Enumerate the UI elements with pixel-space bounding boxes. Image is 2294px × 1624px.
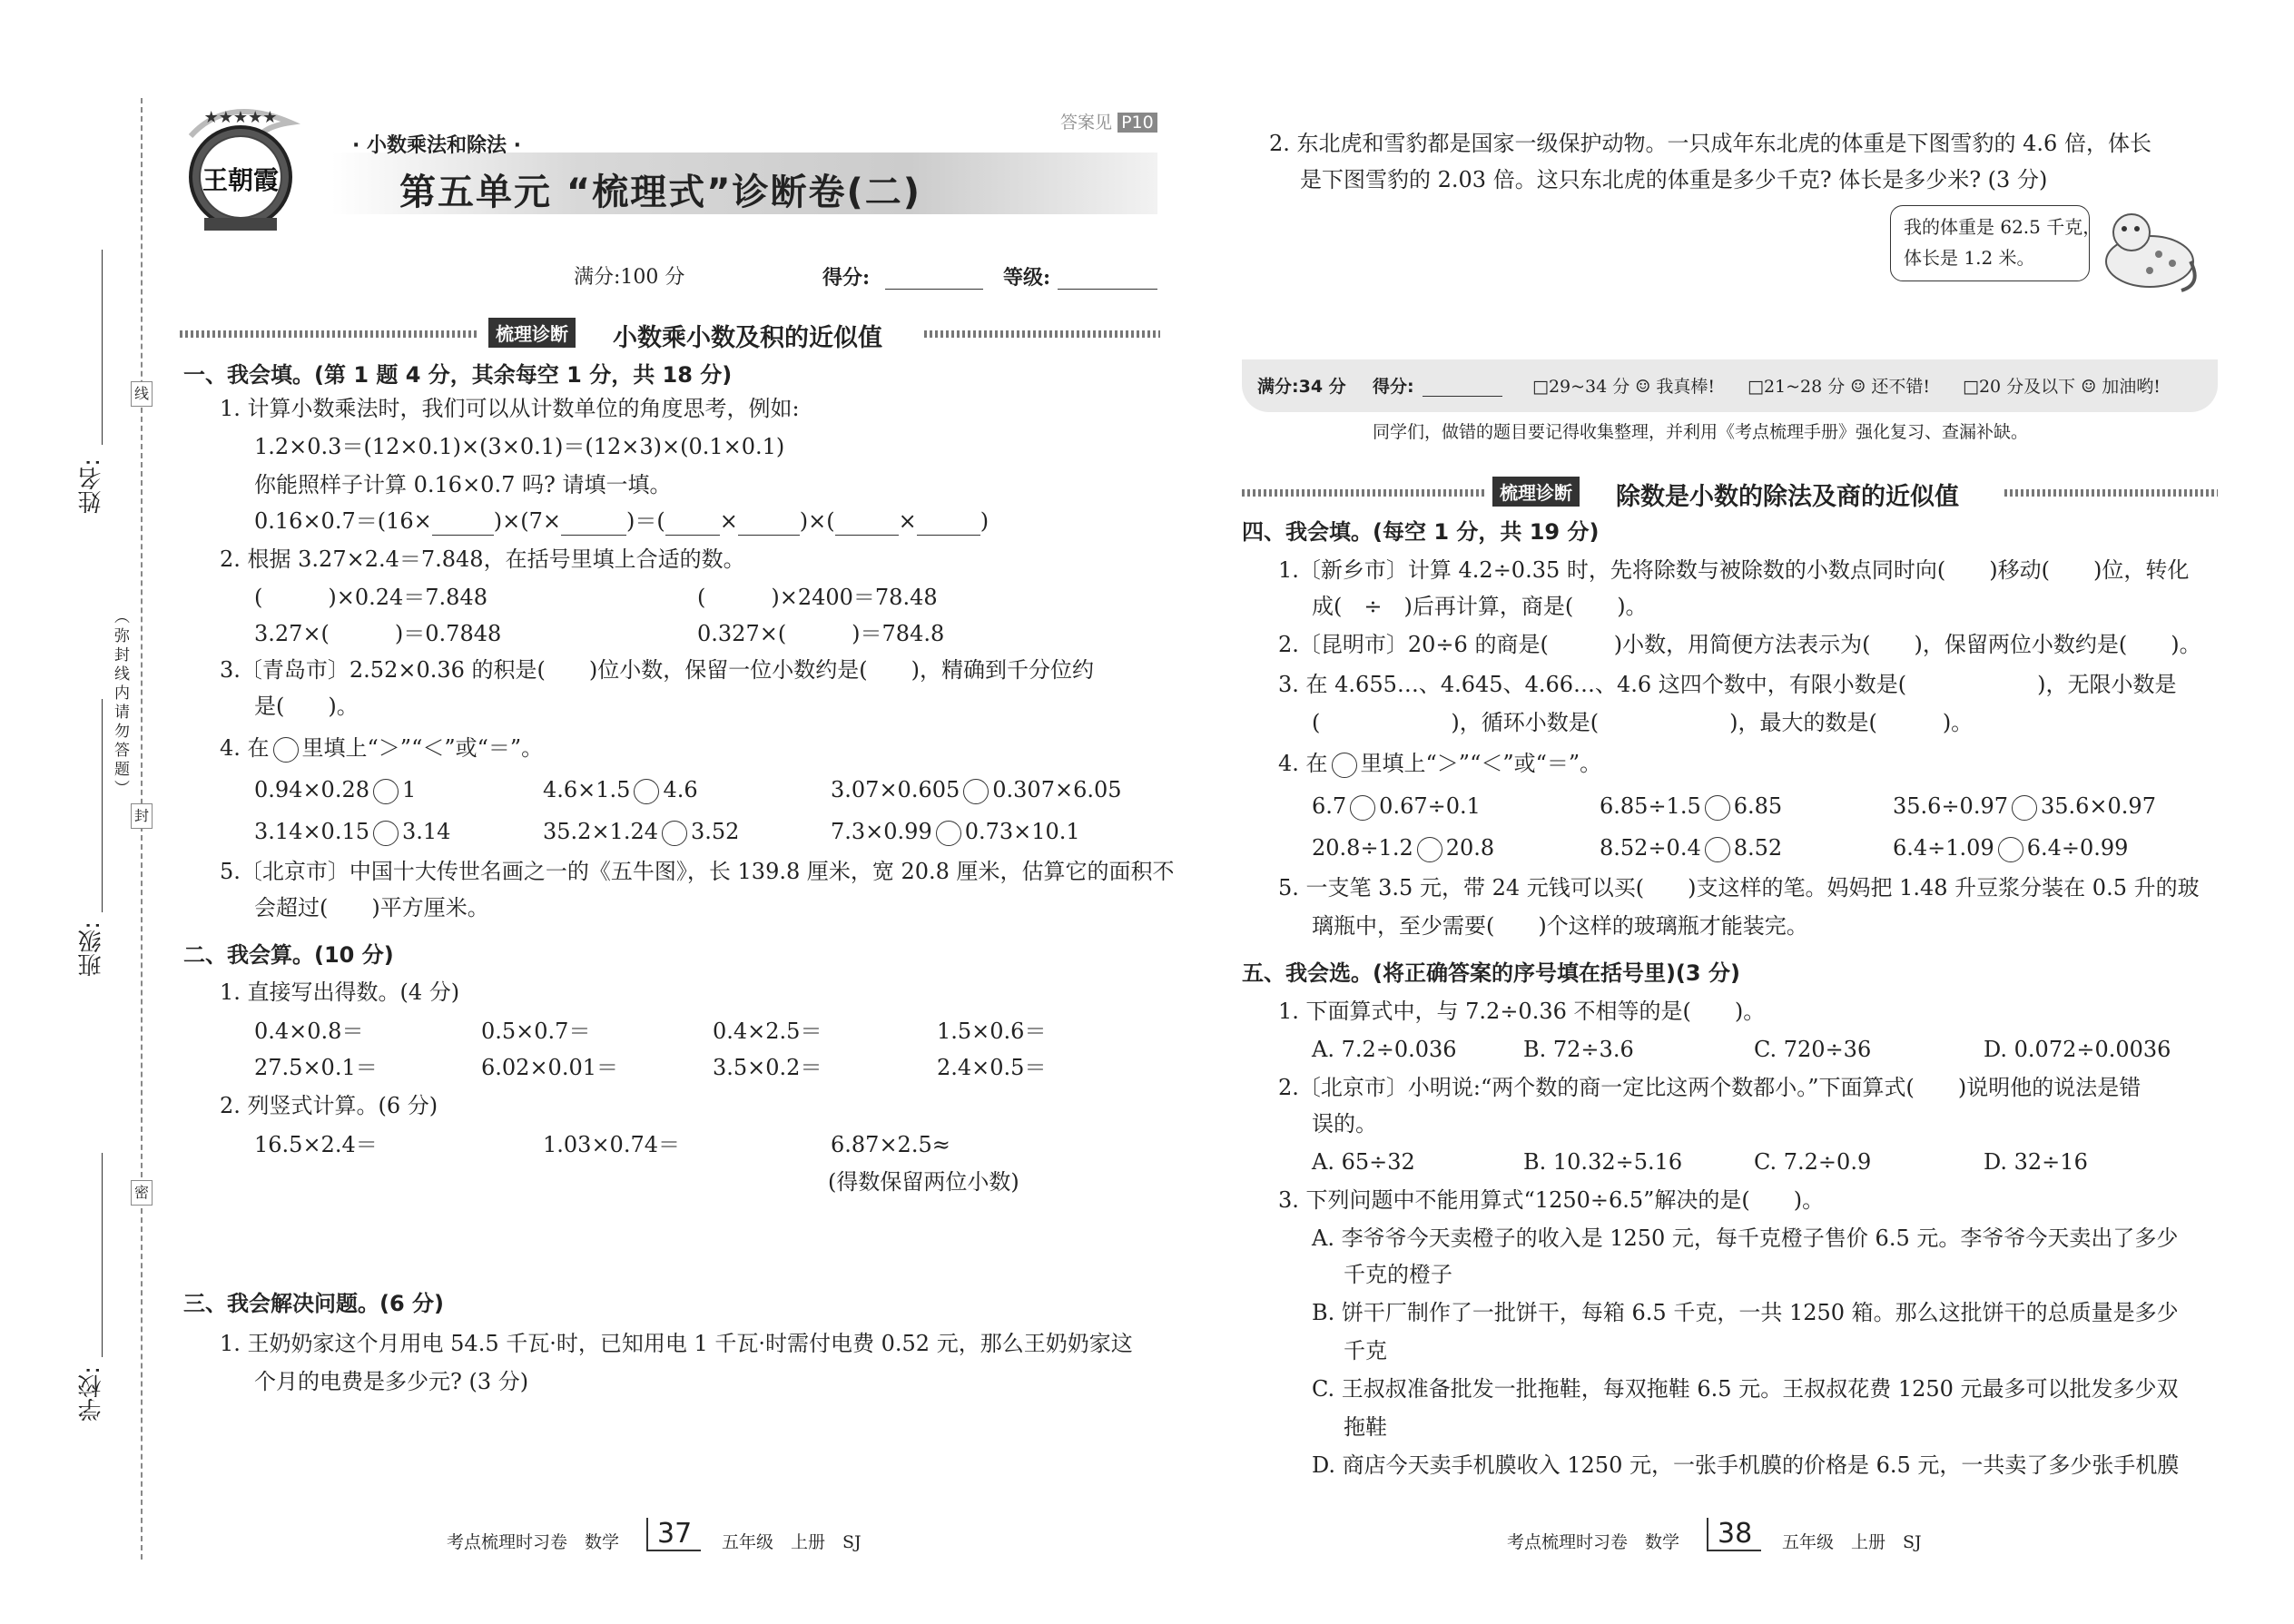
- blank[interactable]: [561, 511, 626, 536]
- compare-circle-icon[interactable]: [936, 821, 961, 846]
- seal-mark-secret: 密: [131, 1180, 153, 1206]
- class-label: 班级:: [78, 921, 105, 977]
- level-option[interactable]: □29~34 分 ☺ 我真棒!: [1532, 377, 1716, 397]
- fill-item[interactable]: 3.27×( )＝0.7848: [254, 621, 502, 646]
- compare-circle-icon[interactable]: [1998, 837, 2023, 862]
- footer-grade: 五年级 上册 SJ: [1782, 1532, 1922, 1552]
- question-text: 个月的电费是多少元? (3 分): [254, 1369, 529, 1394]
- choice-option[interactable]: D. 32÷16: [1984, 1149, 2088, 1175]
- choice-option[interactable]: A. 李爷爷今天卖橙子的收入是 1250 元，每千克橙子售价 6.5 元。李爷爷今天卖出了多少: [1312, 1225, 2179, 1251]
- school-field[interactable]: [102, 1153, 103, 1357]
- compare-circle-icon[interactable]: [662, 821, 687, 846]
- blank[interactable]: [432, 511, 494, 536]
- score-got: 得分:: [1373, 377, 1414, 397]
- compare-circle-icon[interactable]: [1705, 837, 1730, 862]
- question-heading: 四、我会填。(每空 1 分，共 19 分): [1242, 519, 1600, 545]
- blank[interactable]: [917, 511, 980, 536]
- svg-text:王朝霞: 王朝霞: [202, 165, 280, 195]
- section-tag: 梳理诊断: [1492, 477, 1580, 507]
- grade-field[interactable]: [1058, 289, 1157, 290]
- compare-item[interactable]: 4.6×1.5 4.6: [543, 777, 698, 802]
- calc-item[interactable]: 3.5×0.2＝: [713, 1055, 822, 1080]
- question-text: 2. 东北虎和雪豹都是国家一级保护动物。一只成年东北虎的体重是下图雪豹的 4.6 倍，体长: [1269, 131, 2151, 156]
- calc-item[interactable]: 27.5×0.1＝: [254, 1055, 378, 1080]
- section-title: 小数乘小数及积的近似值: [613, 324, 882, 352]
- compare-circle-icon[interactable]: [2012, 795, 2037, 821]
- grade-label: 等级:: [1003, 266, 1051, 290]
- page-title: 第五单元 “梳理式”诊断卷(二): [399, 172, 922, 213]
- compare-circle-icon[interactable]: [1350, 795, 1375, 821]
- seal-mark-seal: 封: [131, 803, 153, 829]
- question-text: 5.〔北京市〕中国十大传世名画之一的《五牛图》，长 139.8 厘米，宽 20.8 厘米，估算它的面积不: [220, 859, 1175, 884]
- question-text: 是下图雪豹的 2.03 倍。这只东北虎的体重是多少千克? 体长是多少米? (3 分): [1300, 167, 2048, 192]
- footer-book: 考点梳理时习卷 数学: [447, 1532, 620, 1552]
- compare-item[interactable]: 6.7 0.67÷0.1: [1312, 793, 1481, 819]
- calc-item[interactable]: 1.5×0.6＝: [937, 1019, 1047, 1044]
- answer-ref: 答案见 P10: [1060, 109, 1157, 133]
- question-text[interactable]: 1.〔新乡市〕计算 4.2÷0.35 时，先将除数与被除数的小数点同时向( )移动( )位，转化: [1278, 557, 2190, 583]
- class-field[interactable]: [102, 699, 103, 912]
- compare-item[interactable]: 6.4÷1.09 6.4÷0.99: [1893, 835, 2129, 861]
- vertical-calc[interactable]: 16.5×2.4＝: [254, 1132, 378, 1157]
- question-text: 4. 在 里填上“＞”“＜”或“＝”。: [220, 735, 544, 761]
- fill-item[interactable]: ( )×0.24＝7.848: [254, 585, 487, 610]
- fill-item[interactable]: 0.327×( )＝784.8: [697, 621, 945, 646]
- score-field[interactable]: [1423, 396, 1502, 397]
- question-text: 你能照样子计算 0.16×0.7 吗? 请填一填。: [254, 472, 672, 497]
- page-number: 37: [646, 1518, 701, 1551]
- footer-grade: 五年级 上册 SJ: [722, 1532, 861, 1552]
- subject-tag: · 小数乘法和除法 ·: [352, 134, 522, 157]
- seal-mark-line: 线: [131, 381, 153, 407]
- question-text[interactable]: 5. 一支笔 3.5 元，带 24 元钱可以买( )支这样的笔。妈妈把 1.48 升豆浆分装在 0.5 升的玻: [1278, 875, 2200, 901]
- compare-item[interactable]: 0.94×0.28 1: [254, 777, 417, 802]
- question-text: 2. 根据 3.27×2.4＝7.848，在括号里填上合适的数。: [220, 546, 745, 572]
- blank[interactable]: [738, 511, 800, 536]
- choice-option[interactable]: D. 0.072÷0.0036: [1984, 1037, 2171, 1062]
- snow-leopard-image: [2095, 198, 2204, 298]
- fill-line: 0.16×0.7＝(16× )×(7× )＝( × )×( × ): [254, 508, 989, 534]
- question-heading: 一、我会填。(第 1 题 4 分，其余每空 1 分，共 18 分): [183, 362, 733, 388]
- compare-item[interactable]: 6.85÷1.5 6.85: [1600, 793, 1783, 819]
- note-text: (得数保留两位小数): [828, 1169, 1019, 1195]
- question-text[interactable]: 2.〔北京市〕小明说:“两个数的商一定比这两个数都小。”下面算式( )说明他的说法是错: [1278, 1075, 2141, 1100]
- compare-item[interactable]: 20.8÷1.2 20.8: [1312, 835, 1495, 861]
- compare-circle-icon: [273, 737, 299, 763]
- vertical-calc[interactable]: 6.87×2.5≈: [831, 1132, 950, 1157]
- note-text: 同学们，做错的题目要记得收集整理，并利用《考点梳理手册》强化复习、查漏补缺。: [1373, 422, 2029, 442]
- blank[interactable]: [665, 511, 720, 536]
- name-label: 姓名:: [78, 458, 105, 514]
- compare-circle-icon[interactable]: [373, 779, 399, 804]
- question-heading: 五、我会选。(将正确答案的序号填在括号里)(3 分): [1242, 960, 1740, 986]
- level-option[interactable]: □21~28 分 ☺ 还不错!: [1748, 377, 1931, 397]
- score-field[interactable]: [885, 289, 983, 290]
- example-text: 1.2×0.3＝(12×0.1)×(3×0.1)＝(12×3)×(0.1×0.1): [254, 434, 785, 459]
- question-text[interactable]: 是( )。: [254, 694, 359, 719]
- question-text[interactable]: 2.〔昆明市〕20÷6 的商是( )小数，用简便方法表示为( )，保留两位小数约是( )。: [1278, 632, 2201, 657]
- compare-item[interactable]: 3.14×0.15 3.14: [254, 819, 451, 844]
- level-option[interactable]: □20 分及以下 ☺ 加油哟!: [1963, 377, 2161, 397]
- question-text: 4. 在 里填上“＞”“＜”或“＝”。: [1278, 751, 1602, 776]
- choice-option[interactable]: C. 720÷36: [1754, 1037, 1872, 1062]
- choice-option[interactable]: C. 7.2÷0.9: [1754, 1149, 1872, 1175]
- question-text[interactable]: 成( ÷ )后再计算，商是( )。: [1312, 594, 1648, 619]
- question-text[interactable]: 3. 在 4.655…、4.645、4.66…、4.6 这四个数中，有限小数是( )，无限小数是: [1278, 672, 2177, 697]
- question-heading: 三、我会解决问题。(6 分): [183, 1291, 444, 1316]
- choice-option[interactable]: B. 72÷3.6: [1523, 1037, 1634, 1062]
- compare-item[interactable]: 8.52÷0.4 8.52: [1600, 835, 1783, 861]
- question-text[interactable]: 璃瓶中，至少需要( )个这样的玻璃瓶才能装完。: [1312, 913, 1808, 939]
- question-text[interactable]: 1. 下面算式中，与 7.2÷0.36 不相等的是( )。: [1278, 999, 1766, 1024]
- question-text[interactable]: 3. 下列问题中不能用算式“1250÷6.5”解决的是( )。: [1278, 1187, 1825, 1213]
- seal-note: （弥封线内请勿答题）: [111, 608, 129, 799]
- brand-logo: [172, 100, 309, 236]
- question-text[interactable]: 会超过( )平方厘米。: [254, 895, 489, 920]
- compare-circle-icon[interactable]: [373, 821, 399, 846]
- calc-item[interactable]: 0.4×2.5＝: [713, 1019, 822, 1044]
- fill-item[interactable]: ( )×2400＝78.48: [697, 585, 938, 610]
- blank[interactable]: [835, 511, 899, 536]
- calc-item[interactable]: 0.4×0.8＝: [254, 1019, 364, 1044]
- choice-option[interactable]: B. 饼干厂制作了一批饼干，每箱 6.5 千克，一共 1250 箱。那么这批饼干的总质量是多少: [1312, 1300, 2179, 1325]
- section-tag: 梳理诊断: [488, 318, 576, 348]
- score-full: 满分:34 分: [1257, 377, 1346, 397]
- question-text: 1. 计算小数乘法时，我们可以从计数单位的角度思考，例如:: [220, 396, 800, 421]
- calc-item[interactable]: 2.4×0.5＝: [937, 1055, 1047, 1080]
- compare-circle-icon[interactable]: [1705, 795, 1730, 821]
- choice-option-cont: 千克的橙子: [1344, 1262, 1452, 1287]
- page-number: 38: [1707, 1518, 1761, 1551]
- choice-option[interactable]: A. 7.2÷0.036: [1312, 1037, 1457, 1062]
- question-text: 2. 列竖式计算。(6 分): [220, 1093, 438, 1118]
- choice-option-cont: 千克: [1344, 1338, 1387, 1363]
- calc-item[interactable]: 6.02×0.01＝: [481, 1055, 618, 1080]
- choice-option[interactable]: A. 65÷32: [1312, 1149, 1415, 1175]
- question-text: 误的。: [1312, 1111, 1377, 1137]
- question-text[interactable]: 3.〔青岛市〕2.52×0.36 的积是( )位小数，保留一位小数约是( )，精确到千分位约: [220, 657, 1094, 683]
- choice-option[interactable]: D. 商店今天卖手机膜收入 1250 元，一张手机膜的价格是 6.5 元，一共卖了多少张手机膜: [1312, 1452, 2180, 1478]
- compare-circle-icon: [1332, 753, 1357, 778]
- bubble-text: 我的体重是 62.5 千克，: [1904, 216, 2102, 238]
- svg-text:★★★★★: ★★★★★: [203, 108, 278, 127]
- score-label: 得分:: [822, 266, 871, 290]
- question-text[interactable]: ( )，循环小数是( )，最大的数是( )。: [1312, 710, 1974, 735]
- seal-line: [141, 98, 143, 1560]
- question-heading: 二、我会算。(10 分): [183, 942, 394, 968]
- choice-option[interactable]: C. 王叔叔准备批发一批拖鞋，每双拖鞋 6.5 元。王叔叔花费 1250 元最多可以批发多少双: [1312, 1376, 2179, 1402]
- compare-circle-icon[interactable]: [963, 779, 989, 804]
- compare-item[interactable]: 7.3×0.99 0.73×10.1: [831, 819, 1080, 844]
- compare-item[interactable]: 35.6÷0.97 35.6×0.97: [1893, 793, 2156, 819]
- choice-option-cont: 拖鞋: [1344, 1414, 1387, 1440]
- calc-item[interactable]: 0.5×0.7＝: [481, 1019, 591, 1044]
- question-text: 1. 王奶奶家这个月用电 54.5 千瓦·时，已知用电 1 千瓦·时需付电费 0.52 元，那么王奶奶家这: [220, 1331, 1133, 1356]
- compare-circle-icon[interactable]: [634, 779, 659, 804]
- question-text: 1. 直接写出得数。(4 分): [220, 979, 460, 1005]
- school-label: 学校:: [78, 1366, 105, 1422]
- choice-option[interactable]: B. 10.32÷5.16: [1523, 1149, 1683, 1175]
- name-field[interactable]: [102, 250, 103, 445]
- compare-circle-icon[interactable]: [1417, 837, 1442, 862]
- compare-item[interactable]: 3.07×0.605 0.307×6.05: [831, 777, 1122, 802]
- full-score: 满分:100 分: [574, 266, 685, 289]
- footer-book: 考点梳理时习卷 数学: [1507, 1532, 1680, 1552]
- compare-item[interactable]: 35.2×1.24 3.52: [543, 819, 740, 844]
- vertical-calc[interactable]: 1.03×0.74＝: [543, 1132, 680, 1157]
- section-title: 除数是小数的除法及商的近似值: [1616, 483, 1959, 511]
- bubble-text: 体长是 1.2 米。: [1904, 247, 2035, 269]
